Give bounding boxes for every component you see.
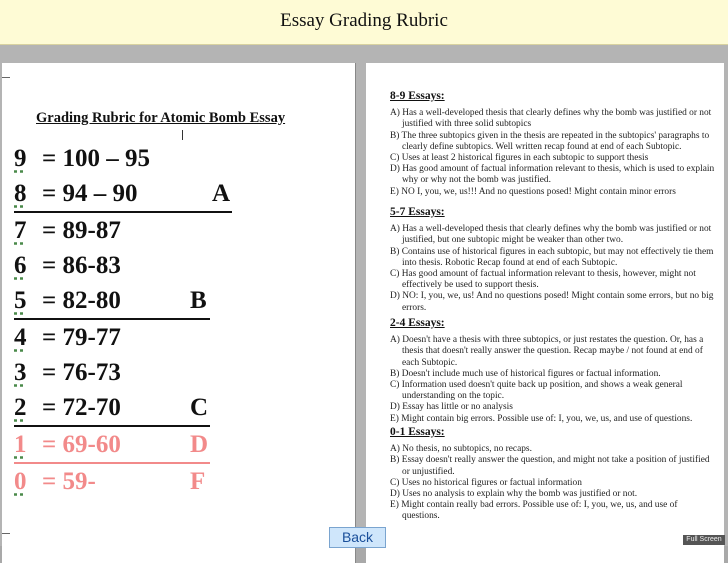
grade-range: = 89-87 <box>42 217 121 244</box>
right-page <box>366 63 724 563</box>
letter-grade: D <box>190 431 209 458</box>
document-viewer <box>0 45 728 546</box>
grade-number: 0 <box>14 468 27 495</box>
grade-scale <box>14 141 232 499</box>
back-button[interactable]: Back <box>329 527 386 548</box>
grade-row-6 <box>14 248 232 283</box>
fullscreen-button[interactable]: Full Screen <box>683 535 725 545</box>
left-page <box>2 63 356 563</box>
grade-range: = 59- <box>42 468 96 495</box>
grade-number: 7 <box>14 217 27 244</box>
grade-row-5 <box>14 283 210 320</box>
criteria-item: D) Essay has little or no analysis <box>390 402 513 413</box>
letter-grade: F <box>190 468 206 495</box>
grade-number: 9 <box>14 145 27 172</box>
section-heading: 0-1 Essays: <box>390 426 445 438</box>
criteria-item: A) Doesn't have a thesis with three subtopics, or just restates the question. Or, has a thesis that doesn't really answer the question. Recap maybe / not found at end of each Subtopic. <box>390 335 704 368</box>
criteria-item: A) No thesis, no subtopics, no recaps. <box>390 444 532 455</box>
window-title: Essay Grading Rubric <box>0 0 728 45</box>
criteria-item: E) Might contain big errors. Possible use of: I, you, we, us, and use of questions. <box>390 413 693 424</box>
section-2-4 <box>390 318 716 425</box>
grade-row-3 <box>14 355 232 390</box>
grade-row-7 <box>14 213 232 248</box>
grade-number: 3 <box>14 359 27 386</box>
criteria-item: B) Essay doesn't really answer the question, and might not take a position of justified or unjustified. <box>390 455 710 477</box>
letter-grade: B <box>190 287 207 314</box>
grade-row-4 <box>14 320 232 355</box>
grade-range: = 79-77 <box>42 324 121 351</box>
section-heading: 5-7 Essays: <box>390 206 445 218</box>
grade-row-2 <box>14 390 210 427</box>
criteria-item: A) Has a well-developed thesis that clearly defines why the bomb was justified or not justified, but one subtopic might be weaker than other two. <box>390 224 712 246</box>
criteria-item: D) Has good amount of factual information relevant to thesis, which is used to explain why or why not the bomb was justified. <box>390 164 715 186</box>
grade-row-0 <box>14 464 232 499</box>
criteria-item: D) NO: I, you, we, us! And no questions posed! Might contain some errors, but no big errors. <box>390 291 714 313</box>
letter-grade: A <box>212 180 231 207</box>
grade-number: 4 <box>14 324 27 351</box>
grade-range: = 76-73 <box>42 359 121 386</box>
text-cursor <box>182 130 183 140</box>
grade-number: 2 <box>14 394 27 421</box>
criteria-item: B) Doesn't include much use of historical figures or factual information. <box>390 368 661 379</box>
grade-number: 1 <box>14 431 27 458</box>
section-0-1 <box>390 427 716 523</box>
grade-number: 6 <box>14 252 27 279</box>
grade-row-9 <box>14 141 232 176</box>
grade-number: 8 <box>14 180 27 207</box>
rubric-heading: Grading Rubric for Atomic Bomb Essay <box>36 110 286 126</box>
grade-range: = 94 – 90 <box>42 180 138 207</box>
grade-row-8 <box>14 176 232 213</box>
criteria-item: E) NO I, you, we, us!!! And no questions posed! Might contain minor errors <box>390 186 676 197</box>
section-heading: 8-9 Essays: <box>390 90 445 102</box>
criteria-item: C) Uses at least 2 historical figures in each subtopic to support thesis <box>390 153 649 164</box>
grade-range: = 69-60 <box>42 431 121 458</box>
criteria-item: C) Uses no historical figures or factual information <box>390 477 582 488</box>
grade-range: = 82-80 <box>42 287 121 314</box>
margin-mark <box>2 533 10 534</box>
criteria-item: B) The three subtopics given in the thesis are repeated in the subtopics' paragraphs to clearly define subtopics. Well written recap found at end of each Subtopic. <box>390 130 710 152</box>
criteria-item: E) Might contain really bad errors. Possible use of: I, you, we, us, and use of questions. <box>390 500 678 522</box>
section-8-9 <box>390 91 716 198</box>
section-heading: 2-4 Essays: <box>390 317 445 329</box>
letter-grade: C <box>190 394 209 421</box>
grade-number: 5 <box>14 287 27 314</box>
criteria-item: C) Information used doesn't quite back up position, and shows a weak general understanding on the topic. <box>390 380 683 402</box>
grade-range: = 100 – 95 <box>42 145 150 172</box>
criteria-item: D) Uses no analysis to explain why the bomb was justified or not. <box>390 489 638 500</box>
grade-range: = 72-70 <box>42 394 121 421</box>
margin-mark <box>2 77 10 78</box>
criteria-item: B) Contains use of historical figures in each subtopic, but may not effectively tie them into thesis. Robotic Recap found at end of each Subtopic. <box>390 246 714 268</box>
criteria-item: A) Has a well-developed thesis that clearly defines why the bomb was justified or not justified with three solid subtopics <box>390 108 712 130</box>
section-5-7 <box>390 207 716 314</box>
grade-row-1 <box>14 427 210 464</box>
criteria-item: C) Has good amount of factual information relevant to thesis, however, might not effectively be used to support thesis. <box>390 269 696 291</box>
grade-range: = 86-83 <box>42 252 121 279</box>
